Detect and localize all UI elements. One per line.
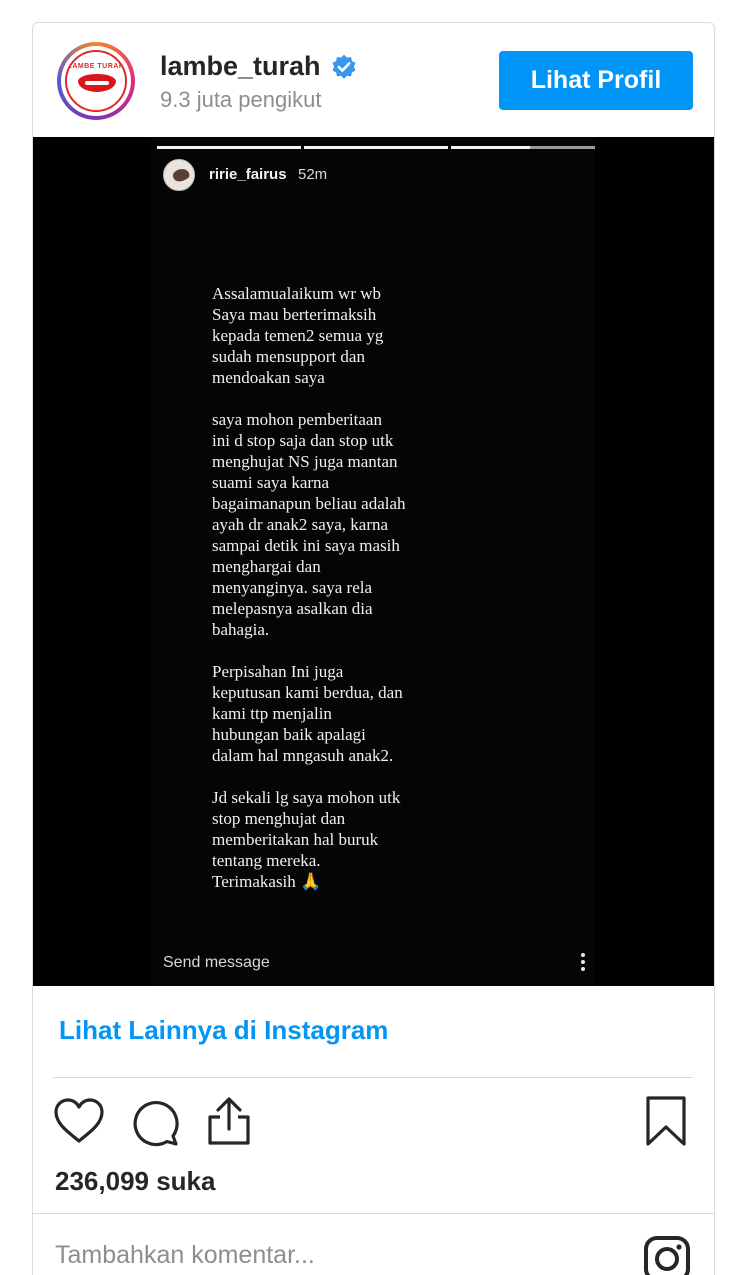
heart-icon[interactable] bbox=[53, 1097, 105, 1145]
share-icon[interactable] bbox=[205, 1095, 253, 1147]
lips-logo-icon bbox=[78, 74, 116, 92]
more-options-icon bbox=[580, 952, 586, 972]
add-comment-input[interactable] bbox=[55, 1241, 595, 1270]
divider bbox=[33, 1213, 715, 1214]
comment-icon[interactable] bbox=[129, 1097, 179, 1147]
avatar-brand-text: LAMBE TURAH bbox=[67, 63, 125, 70]
profile-avatar[interactable] bbox=[57, 42, 135, 120]
profile-username[interactable]: lambe_turah bbox=[160, 51, 321, 81]
see-more-on-instagram-link[interactable]: Lihat Lainnya di Instagram bbox=[59, 1015, 389, 1045]
story-message-text: Assalamualaikum wr wb Saya mau berterimaksih kepada temen2 semua yg sudah mensupport dan mendoakan saya saya mohon pemberitaan ini d stop saja dan stop utk menghujat NS juga mantan suami saya karna bagaimanapun beliau adalah ayah dr anak2 saya, karna sampai detik ini saya masih menghargai dan menyanginya. saya rela melepasnya asalkan dia bahagia. Perpisahan Ini juga keputusan kami berdua, dan kami ttp menjalin hubungan baik apalagi dalam hal mngasuh anak2. Jd sekali lg saya mohon utk stop menghujat dan memberitakan hal buruk tentang mereka. Terimakasih 🙏 bbox=[212, 284, 406, 891]
story-progress-bar bbox=[157, 146, 301, 149]
story-progress-fill bbox=[451, 146, 530, 149]
story-avatar bbox=[163, 159, 195, 191]
like-count: 236,099 suka bbox=[55, 1166, 216, 1196]
follower-count: 9.3 juta pengikut bbox=[160, 87, 322, 112]
avatar-logo bbox=[65, 50, 127, 112]
story-progress-bar bbox=[304, 146, 448, 149]
story-timestamp: 52m bbox=[298, 166, 328, 183]
story-screenshot[interactable] bbox=[33, 137, 715, 986]
story-username: ririe_fairus bbox=[209, 166, 287, 183]
bookmark-icon[interactable] bbox=[645, 1095, 687, 1147]
divider bbox=[53, 1077, 693, 1078]
post-header bbox=[33, 23, 714, 137]
instagram-logo-icon[interactable] bbox=[643, 1235, 691, 1275]
verified-badge-icon bbox=[331, 54, 357, 80]
view-profile-button[interactable]: Lihat Profil bbox=[499, 51, 693, 110]
instagram-embed-card bbox=[32, 22, 715, 1275]
send-message-field: Send message bbox=[163, 954, 270, 971]
